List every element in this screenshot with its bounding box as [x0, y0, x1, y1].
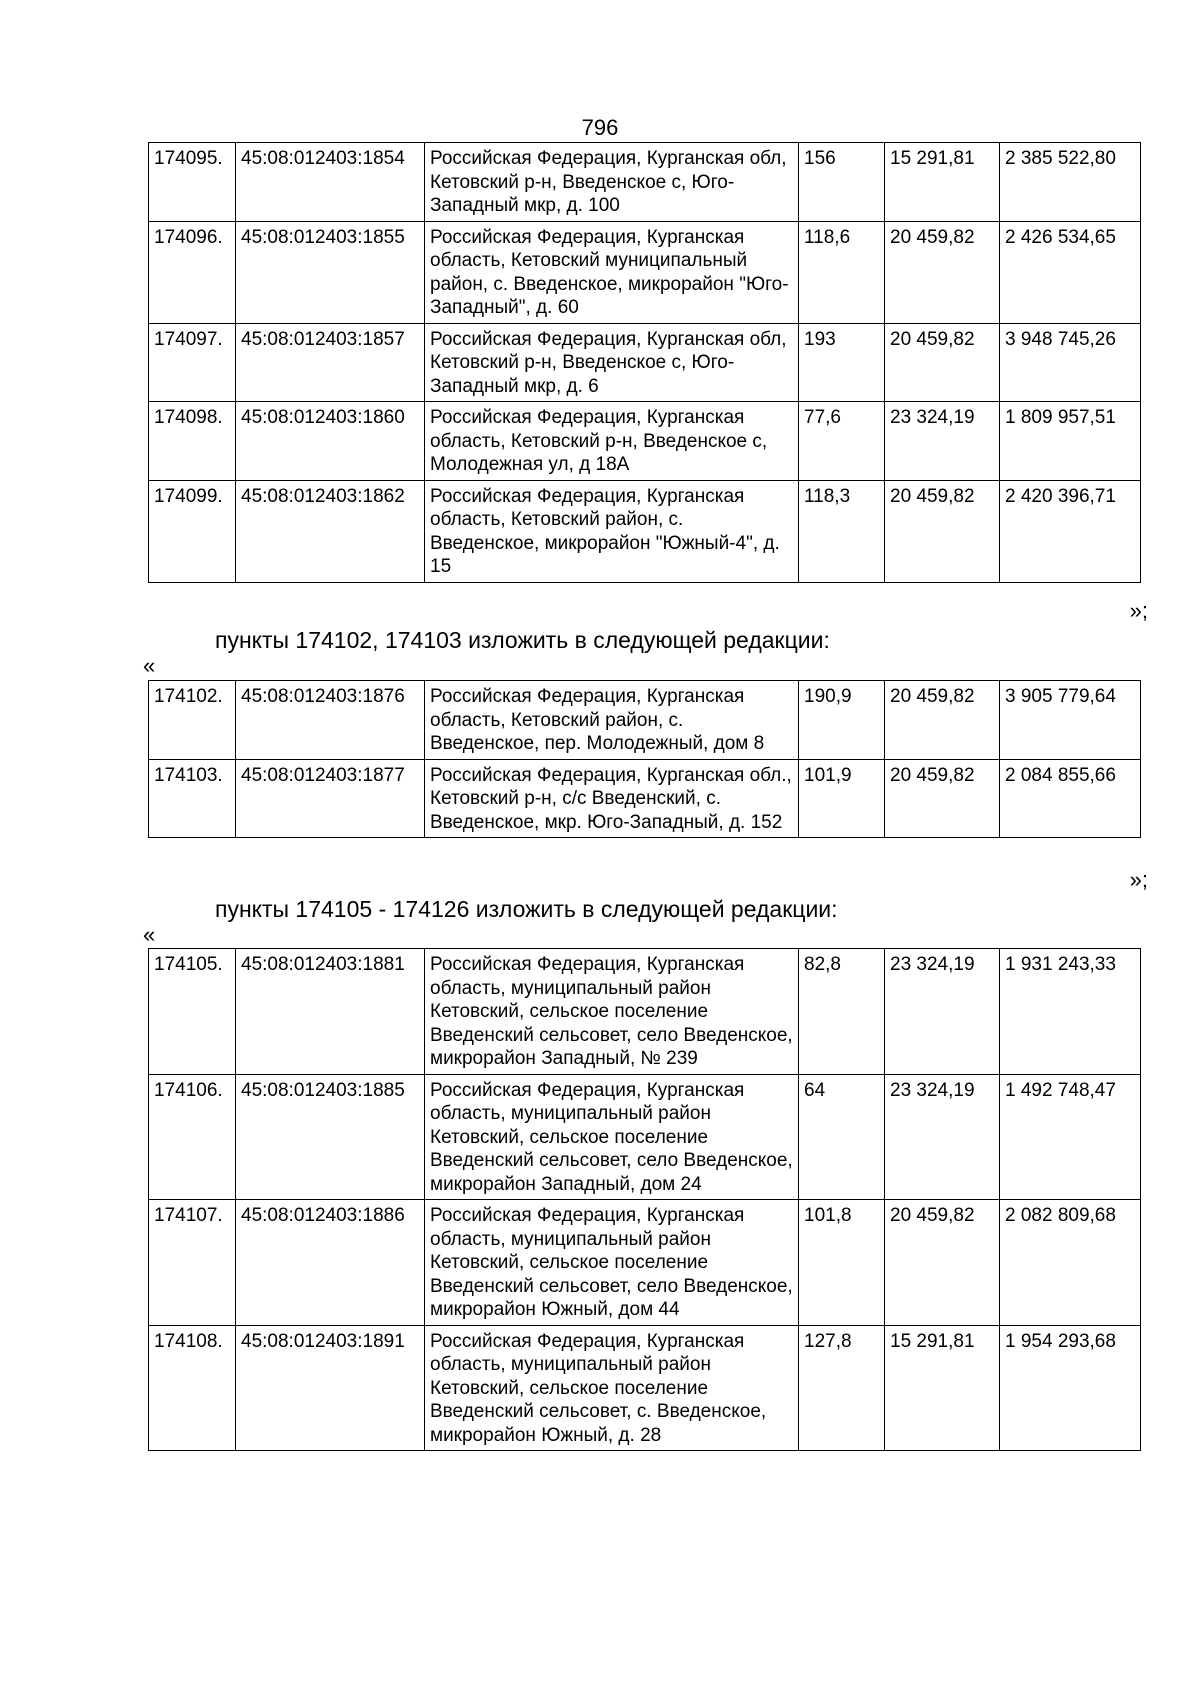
row-number-cell: 174098. — [149, 402, 236, 481]
address-cell: Российская Федерация, Курганская область, муниципальный район Кетовский, сельское поселение Введенский сельсовет, село Введенское, микрорайон Южный, дом 44 — [425, 1200, 799, 1326]
property-table-3 — [148, 948, 1141, 1451]
address-cell: Российская Федерация, Курганская область, муниципальный район Кетовский, сельское поселение Введенский сельсовет, село Введенское, микрорайон Западный, № 239 — [425, 949, 799, 1075]
table-row — [149, 143, 1141, 222]
area-cell: 82,8 — [799, 949, 885, 1075]
address-cell: Российская Федерация, Курганская область, Кетовский муниципальный район, с. Введенское, микрорайон "Юго-Западный", д. 60 — [425, 221, 799, 323]
area-cell: 118,6 — [799, 221, 885, 323]
cadastral-rate-cell: 15 291,81 — [885, 143, 1000, 222]
area-cell: 190,9 — [799, 681, 885, 760]
cadastral-cost-cell: 2 084 855,66 — [1000, 759, 1141, 838]
row-number-cell: 174102. — [149, 681, 236, 760]
cadastral-rate-cell: 20 459,82 — [885, 1200, 1000, 1326]
cadastral-rate-cell: 20 459,82 — [885, 480, 1000, 582]
cadastral-number-cell: 45:08:012403:1876 — [236, 681, 425, 760]
cadastral-rate-cell: 23 324,19 — [885, 1074, 1000, 1200]
address-cell: Российская Федерация, Курганская область, Кетовский район, с. Введенское, микрорайон "Южный-4", д. 15 — [425, 480, 799, 582]
area-cell: 156 — [799, 143, 885, 222]
cadastral-number-cell: 45:08:012403:1885 — [236, 1074, 425, 1200]
address-cell: Российская Федерация, Курганская обл, Кетовский р-н, Введенское с, Юго-Западный мкр, д. 100 — [425, 143, 799, 222]
address-cell: Российская Федерация, Курганская область, Кетовский р-н, Введенское с, Молодежная ул, д 18А — [425, 402, 799, 481]
cadastral-rate-cell: 23 324,19 — [885, 949, 1000, 1075]
row-number-cell: 174105. — [149, 949, 236, 1075]
opening-quote: « — [143, 922, 156, 947]
address-cell: Российская Федерация, Курганская обл, Кетовский р-н, Введенское с, Юго-Западный мкр, д. 6 — [425, 323, 799, 402]
row-number-cell: 174103. — [149, 759, 236, 838]
cadastral-number-cell: 45:08:012403:1877 — [236, 759, 425, 838]
table-row — [149, 949, 1141, 1075]
area-cell: 193 — [799, 323, 885, 402]
area-cell: 118,3 — [799, 480, 885, 582]
page-number: 796 — [581, 115, 619, 140]
property-table-2 — [148, 680, 1141, 838]
cadastral-rate-cell: 15 291,81 — [885, 1325, 1000, 1451]
cadastral-rate-cell: 20 459,82 — [885, 221, 1000, 323]
cadastral-rate-cell: 20 459,82 — [885, 759, 1000, 838]
table-row — [149, 1325, 1141, 1451]
table-row — [149, 1074, 1141, 1200]
address-cell: Российская Федерация, Курганская обл., Кетовский р-н, с/с Введенский, с. Введенское, мкр. Юго-Западный, д. 152 — [425, 759, 799, 838]
cadastral-cost-cell: 2 426 534,65 — [1000, 221, 1141, 323]
table-row — [149, 402, 1141, 481]
row-number-cell: 174096. — [149, 221, 236, 323]
cadastral-cost-cell: 1 954 293,68 — [1000, 1325, 1141, 1451]
cadastral-cost-cell: 2 082 809,68 — [1000, 1200, 1141, 1326]
row-number-cell: 174106. — [149, 1074, 236, 1200]
opening-quote: « — [143, 653, 156, 678]
table-row — [149, 1200, 1141, 1326]
area-cell: 127,8 — [799, 1325, 885, 1451]
table-row — [149, 759, 1141, 838]
closing-quote: »; — [1129, 598, 1148, 623]
cadastral-cost-cell: 2 420 396,71 — [1000, 480, 1141, 582]
address-cell: Российская Федерация, Курганская область, муниципальный район Кетовский, сельское поселение Введенский сельсовет, село Введенское, микрорайон Западный, дом 24 — [425, 1074, 799, 1200]
address-cell: Российская Федерация, Курганская область, муниципальный район Кетовский, сельское поселение Введенский сельсовет, с. Введенское, микрорайон Южный, д. 28 — [425, 1325, 799, 1451]
cadastral-number-cell: 45:08:012403:1854 — [236, 143, 425, 222]
address-cell: Российская Федерация, Курганская область, Кетовский район, с. Введенское, пер. Молодежный, дом 8 — [425, 681, 799, 760]
cadastral-cost-cell: 2 385 522,80 — [1000, 143, 1141, 222]
row-number-cell: 174099. — [149, 480, 236, 582]
table-row — [149, 323, 1141, 402]
row-number-cell: 174095. — [149, 143, 236, 222]
cadastral-cost-cell: 1 809 957,51 — [1000, 402, 1141, 481]
cadastral-cost-cell: 3 948 745,26 — [1000, 323, 1141, 402]
area-cell: 64 — [799, 1074, 885, 1200]
cadastral-cost-cell: 1 492 748,47 — [1000, 1074, 1141, 1200]
amendment-instruction: пункты 174102, 174103 изложить в следующей редакции: — [215, 627, 830, 653]
cadastral-number-cell: 45:08:012403:1881 — [236, 949, 425, 1075]
cadastral-number-cell: 45:08:012403:1886 — [236, 1200, 425, 1326]
area-cell: 77,6 — [799, 402, 885, 481]
table-row — [149, 221, 1141, 323]
cadastral-rate-cell: 20 459,82 — [885, 323, 1000, 402]
row-number-cell: 174108. — [149, 1325, 236, 1451]
cadastral-number-cell: 45:08:012403:1891 — [236, 1325, 425, 1451]
table-row — [149, 480, 1141, 582]
cadastral-cost-cell: 1 931 243,33 — [1000, 949, 1141, 1075]
closing-quote: »; — [1129, 867, 1148, 892]
property-table-1 — [148, 142, 1141, 583]
cadastral-number-cell: 45:08:012403:1855 — [236, 221, 425, 323]
row-number-cell: 174097. — [149, 323, 236, 402]
amendment-instruction: пункты 174105 - 174126 изложить в следующей редакции: — [215, 896, 838, 922]
area-cell: 101,8 — [799, 1200, 885, 1326]
cadastral-rate-cell: 23 324,19 — [885, 402, 1000, 481]
cadastral-cost-cell: 3 905 779,64 — [1000, 681, 1141, 760]
cadastral-number-cell: 45:08:012403:1860 — [236, 402, 425, 481]
area-cell: 101,9 — [799, 759, 885, 838]
table-row — [149, 681, 1141, 760]
cadastral-number-cell: 45:08:012403:1857 — [236, 323, 425, 402]
row-number-cell: 174107. — [149, 1200, 236, 1326]
cadastral-number-cell: 45:08:012403:1862 — [236, 480, 425, 582]
cadastral-rate-cell: 20 459,82 — [885, 681, 1000, 760]
